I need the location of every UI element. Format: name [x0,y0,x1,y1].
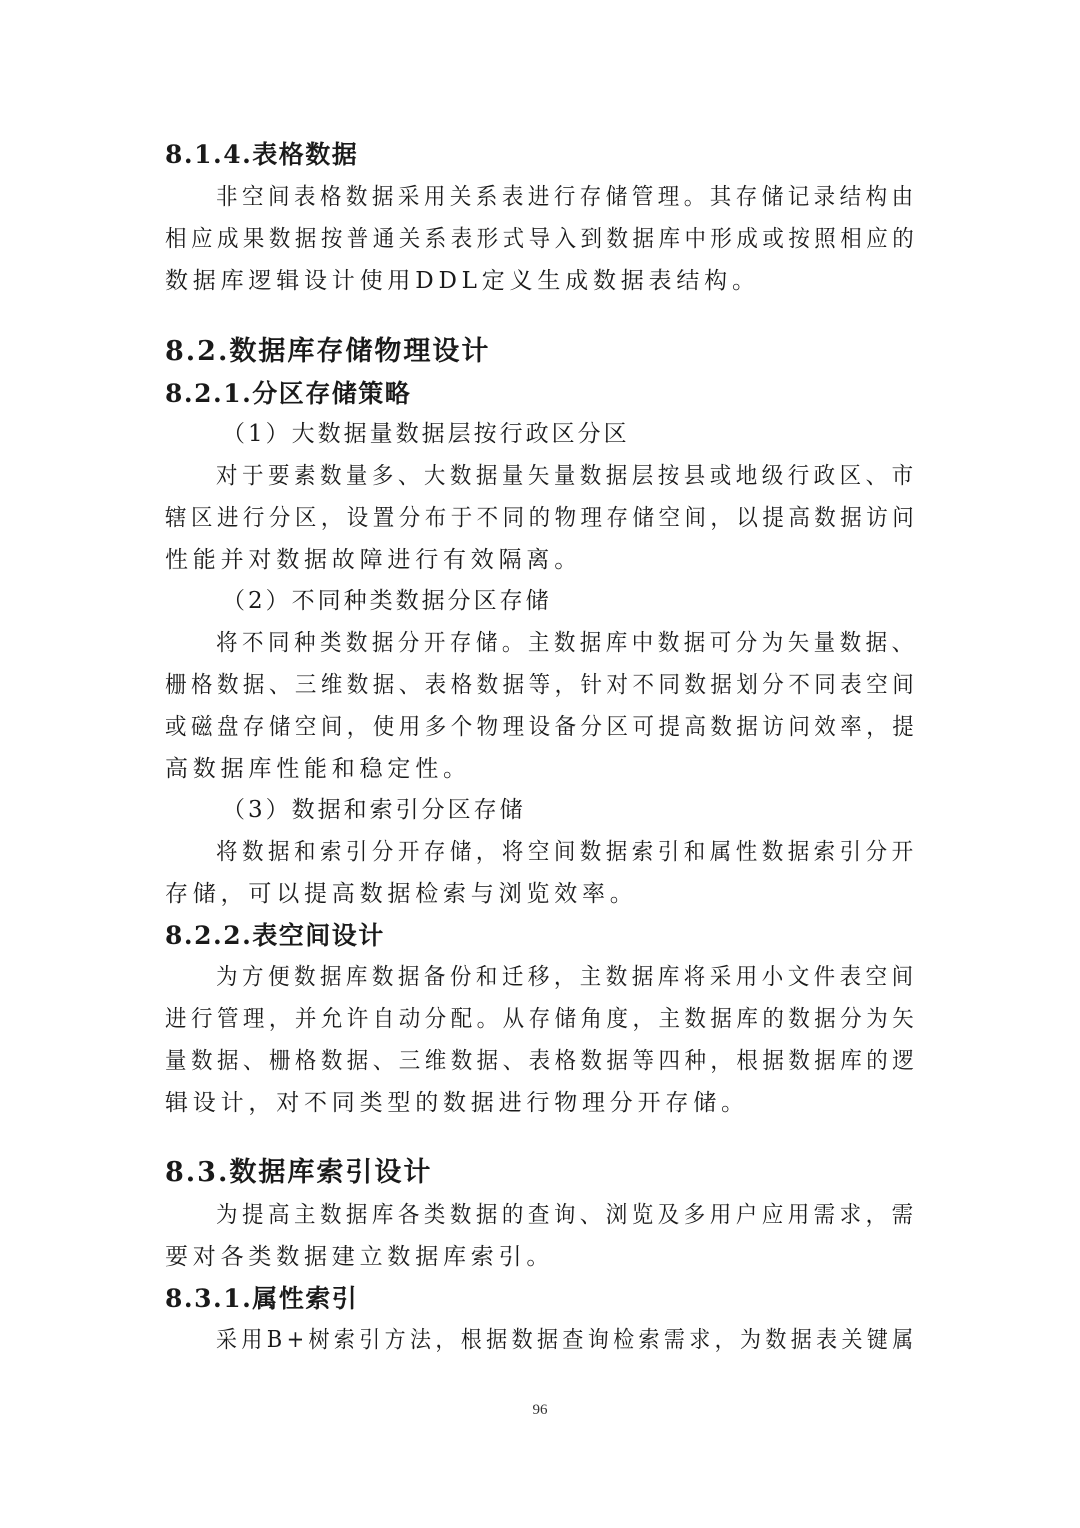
paragraph-line: 辑设计，对不同类型的数据进行物理分开存储。 [165,1090,749,1116]
paragraph-line: 进行管理，并允许自动分配。从存储角度，主数据库的数据分为矢 [165,1006,919,1032]
paragraph-line: 采用B+树索引方法，根据数据查询检索需求，为数据表关键属 [216,1327,918,1353]
paragraph-line: 非空间表格数据采用关系表进行存储管理。其存储记录结构由 [216,184,918,210]
paragraph-line: 数据库逻辑设计使用DDL定义生成数据表结构。 [165,268,760,294]
paragraph-line: 辖区进行分区，设置分布于不同的物理存储空间，以提高数据访问 [165,505,919,531]
section-heading-8-3-1: 8.3.1.属性索引 [165,1284,359,1313]
paragraph-line: 栅格数据、三维数据、表格数据等，针对不同数据划分不同表空间 [165,672,919,698]
paragraph-line: 将数据和索引分开存储，将空间数据索引和属性数据索引分开 [216,839,918,865]
paragraph-line: 为方便数据库数据备份和迁移，主数据库将采用小文件表空间 [216,964,918,990]
section-heading-8-2-1: 8.2.1.分区存储策略 [165,379,412,408]
paragraph-line: 要对各类数据建立数据库索引。 [165,1244,555,1270]
list-item-heading: （1）大数据量数据层按行政区分区 [222,421,630,447]
list-item-heading: （3）数据和索引分区存储 [222,797,526,823]
paragraph-line: 存储，可以提高数据检索与浏览效率。 [165,881,638,907]
list-item-heading: （2）不同种类数据分区存储 [222,588,552,614]
paragraph-line: 量数据、栅格数据、三维数据、表格数据等四种，根据数据库的逻 [165,1048,919,1074]
paragraph-line: 高数据库性能和稳定性。 [165,756,471,782]
paragraph-line: 对于要素数量多、大数据量矢量数据层按县或地级行政区、市 [216,463,918,489]
page-number: 96 [532,1402,548,1418]
paragraph-line: 将不同种类数据分开存储。主数据库中数据可分为矢量数据、 [216,630,918,656]
section-heading-8-2: 8.2.数据库存储物理设计 [165,336,491,367]
section-heading-8-3: 8.3.数据库索引设计 [165,1157,433,1188]
paragraph-line: 为提高主数据库各类数据的查询、浏览及多用户应用需求，需 [216,1202,918,1228]
section-heading-8-1-4: 8.1.4.表格数据 [165,140,359,169]
paragraph-line: 或磁盘存储空间，使用多个物理设备分区可提高数据访问效率，提 [165,714,919,740]
paragraph-line: 相应成果数据按普通关系表形式导入到数据库中形成或按照相应的 [165,226,919,252]
paragraph-line: 性能并对数据故障进行有效隔离。 [165,547,582,573]
section-heading-8-2-2: 8.2.2.表空间设计 [165,921,385,950]
